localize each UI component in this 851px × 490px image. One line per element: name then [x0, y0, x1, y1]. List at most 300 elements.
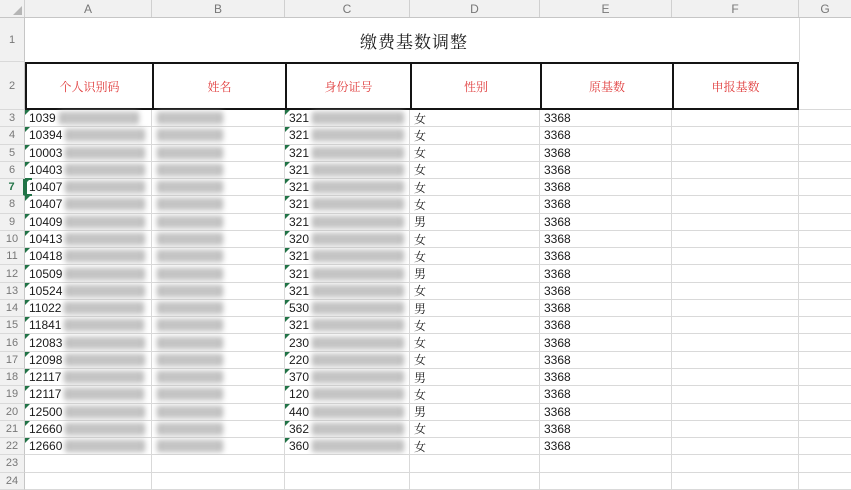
header-cell-personal-id[interactable]: 个人识别码 — [25, 62, 152, 110]
cell-name[interactable] — [152, 438, 285, 455]
redaction-blur — [157, 337, 223, 349]
cell-name[interactable] — [152, 300, 285, 317]
cell-empty[interactable] — [799, 473, 851, 490]
cell-extra[interactable] — [799, 283, 851, 300]
table-row — [0, 179, 851, 196]
id-card-prefix: 321 — [289, 162, 310, 177]
cell-personal-id[interactable] — [25, 334, 152, 351]
cell-empty[interactable] — [25, 455, 152, 472]
cell-personal-id[interactable] — [25, 162, 152, 179]
cell-declared-base[interactable] — [672, 352, 799, 369]
error-indicator-icon — [285, 283, 290, 288]
row-header-10[interactable]: 10 — [0, 231, 25, 248]
redaction-blur — [312, 406, 404, 418]
cell-extra[interactable] — [799, 248, 851, 265]
error-indicator-icon — [25, 421, 30, 426]
error-indicator-icon — [285, 265, 290, 270]
personal-id-prefix: 10418 — [29, 249, 63, 264]
header-cell-original-base[interactable]: 原基数 — [540, 62, 672, 110]
row-header-1[interactable]: 1 — [0, 18, 25, 62]
redaction-blur — [157, 285, 223, 297]
error-indicator-icon — [25, 214, 30, 219]
cell-gender[interactable]: 男 — [410, 265, 540, 282]
cell-empty[interactable] — [285, 473, 410, 490]
cell-declared-base[interactable] — [672, 421, 799, 438]
row-header-17[interactable]: 17 — [0, 352, 25, 369]
table-row — [0, 145, 851, 162]
cell-name[interactable] — [152, 179, 285, 196]
redaction-blur — [157, 423, 223, 435]
error-indicator-icon — [285, 369, 290, 374]
error-indicator-icon — [25, 179, 30, 184]
cell-gender[interactable]: 女 — [410, 352, 540, 369]
cell-name[interactable] — [152, 110, 285, 127]
cell-declared-base[interactable] — [672, 214, 799, 231]
cell-gender[interactable]: 男 — [410, 300, 540, 317]
cell-declared-base[interactable] — [672, 369, 799, 386]
redaction-blur — [312, 388, 404, 400]
cell-personal-id[interactable] — [25, 110, 152, 127]
redaction-blur — [312, 198, 404, 210]
cell-name[interactable] — [152, 196, 285, 213]
cell-personal-id[interactable] — [25, 127, 152, 144]
cell-id-card[interactable] — [285, 214, 410, 231]
redaction-blur — [157, 216, 223, 228]
row-header-12[interactable]: 12 — [0, 265, 25, 282]
table-row — [0, 162, 851, 179]
cell-extra[interactable] — [799, 317, 851, 334]
error-indicator-icon — [25, 231, 30, 236]
cell-original-base[interactable]: 3368 — [540, 145, 672, 162]
column-header-g[interactable]: G — [820, 1, 830, 16]
cell-empty[interactable] — [152, 473, 285, 490]
row-header-9[interactable]: 9 — [0, 214, 25, 231]
table-row — [0, 283, 851, 300]
cell-id-card[interactable] — [285, 196, 410, 213]
personal-id-prefix: 10509 — [29, 266, 63, 281]
id-card-prefix: 370 — [289, 370, 310, 385]
redaction-blur — [65, 440, 145, 452]
redaction-blur — [65, 354, 145, 366]
row-header-16[interactable]: 16 — [0, 334, 25, 351]
cell-id-card[interactable] — [285, 248, 410, 265]
table-row — [0, 438, 851, 455]
cell-personal-id[interactable] — [25, 386, 152, 403]
error-indicator-icon — [285, 438, 290, 443]
cell-declared-base[interactable] — [672, 127, 799, 144]
error-indicator-icon — [25, 352, 30, 357]
cell-personal-id[interactable] — [25, 283, 152, 300]
cell-personal-id[interactable] — [25, 145, 152, 162]
row-header-18[interactable]: 18 — [0, 369, 25, 386]
cell-name[interactable] — [152, 283, 285, 300]
cell-original-base[interactable]: 3368 — [540, 369, 672, 386]
row-header-6[interactable]: 6 — [0, 162, 25, 179]
personal-id-prefix: 12083 — [29, 335, 63, 350]
cell-id-card[interactable] — [285, 317, 410, 334]
cell-declared-base[interactable] — [672, 145, 799, 162]
cell-extra[interactable] — [799, 352, 851, 369]
cell-name[interactable] — [152, 421, 285, 438]
cell-original-base[interactable]: 3368 — [540, 214, 672, 231]
row-header-3[interactable]: 3 — [0, 110, 25, 127]
cell-id-card[interactable] — [285, 127, 410, 144]
cell-personal-id[interactable] — [25, 369, 152, 386]
cell-id-card[interactable] — [285, 404, 410, 421]
cell-id-card[interactable] — [285, 300, 410, 317]
row-header-5[interactable]: 5 — [0, 145, 25, 162]
id-card-prefix: 321 — [289, 214, 310, 229]
cell-empty[interactable] — [410, 455, 540, 472]
cell-extra[interactable] — [799, 404, 851, 421]
cell-name[interactable] — [152, 214, 285, 231]
cell-name[interactable] — [152, 352, 285, 369]
cell-declared-base[interactable] — [672, 300, 799, 317]
id-card-prefix: 530 — [289, 301, 310, 316]
error-indicator-icon — [285, 317, 290, 322]
redaction-blur — [157, 302, 223, 314]
cell-extra[interactable] — [799, 386, 851, 403]
header-cell-declared-base[interactable]: 申报基数 — [672, 62, 799, 110]
cell-personal-id[interactable] — [25, 231, 152, 248]
id-card-prefix: 360 — [289, 439, 310, 454]
personal-id-prefix: 10409 — [29, 214, 63, 229]
row-header-4[interactable]: 4 — [0, 127, 25, 144]
cell-extra[interactable] — [799, 196, 851, 213]
cell-original-base[interactable]: 3368 — [540, 179, 672, 196]
column-header-f[interactable]: F — [672, 0, 799, 17]
error-indicator-icon — [25, 110, 30, 115]
cell-empty[interactable] — [152, 455, 285, 472]
error-indicator-icon — [285, 196, 290, 201]
row-header-23[interactable]: 23 — [0, 455, 25, 472]
cell-gender[interactable]: 女 — [410, 196, 540, 213]
cell-personal-id[interactable] — [25, 404, 152, 421]
cell-declared-base[interactable] — [672, 231, 799, 248]
row-header-24[interactable]: 24 — [0, 473, 25, 490]
row-header-7[interactable]: 7 — [0, 179, 25, 196]
cell-original-base[interactable]: 3368 — [540, 162, 672, 179]
cell-extra[interactable] — [799, 334, 851, 351]
redaction-blur — [312, 112, 404, 124]
redaction-blur — [65, 268, 145, 280]
cell-name[interactable] — [152, 231, 285, 248]
error-indicator-icon — [285, 162, 290, 167]
error-indicator-icon — [25, 145, 30, 150]
cell-gender[interactable]: 女 — [410, 162, 540, 179]
cell-gender[interactable]: 女 — [410, 145, 540, 162]
header-cell-name[interactable]: 姓名 — [152, 62, 285, 110]
table-row — [0, 196, 851, 213]
cell-extra[interactable] — [799, 369, 851, 386]
cell-declared-base[interactable] — [672, 248, 799, 265]
cell-id-card[interactable] — [285, 110, 410, 127]
cell-original-base[interactable]: 3368 — [540, 300, 672, 317]
cell-extra[interactable] — [799, 110, 851, 127]
redaction-blur — [312, 440, 404, 452]
cell-name[interactable] — [152, 145, 285, 162]
row-header-20[interactable]: 20 — [0, 404, 25, 421]
cell-original-base[interactable]: 3368 — [540, 248, 672, 265]
cell-empty[interactable] — [540, 473, 672, 490]
cell-gender[interactable]: 女 — [410, 127, 540, 144]
cell-g1[interactable] — [799, 18, 851, 62]
redaction-blur — [157, 112, 223, 124]
cell-empty[interactable] — [285, 455, 410, 472]
cell-name[interactable] — [152, 317, 285, 334]
cell-original-base[interactable]: 3368 — [540, 283, 672, 300]
error-indicator-icon — [285, 214, 290, 219]
cell-empty[interactable] — [410, 473, 540, 490]
cell-original-base[interactable]: 3368 — [540, 127, 672, 144]
id-card-prefix: 362 — [289, 421, 310, 436]
cell-personal-id[interactable] — [25, 196, 152, 213]
cell-extra[interactable] — [799, 438, 851, 455]
cell-original-base[interactable]: 3368 — [540, 265, 672, 282]
id-card-prefix: 321 — [289, 197, 310, 212]
cell-declared-base[interactable] — [672, 196, 799, 213]
redaction-blur — [312, 285, 404, 297]
cell-gender[interactable]: 女 — [410, 231, 540, 248]
cell-id-card[interactable] — [285, 265, 410, 282]
cell-gender[interactable]: 女 — [410, 179, 540, 196]
cell-original-base[interactable]: 3368 — [540, 404, 672, 421]
redaction-blur — [65, 406, 145, 418]
row-header-13[interactable]: 13 — [0, 283, 25, 300]
error-indicator-icon — [285, 248, 290, 253]
error-indicator-icon — [25, 265, 30, 270]
cell-extra[interactable] — [799, 162, 851, 179]
redaction-blur — [64, 388, 144, 400]
cell-original-base[interactable]: 3368 — [540, 110, 672, 127]
error-indicator-icon — [25, 438, 30, 443]
cell-declared-base[interactable] — [672, 334, 799, 351]
cell-extra[interactable] — [799, 231, 851, 248]
error-indicator-icon — [285, 145, 290, 150]
redaction-blur — [312, 371, 404, 383]
cell-original-base[interactable]: 3368 — [540, 334, 672, 351]
cell-gender[interactable]: 女 — [410, 283, 540, 300]
personal-id-prefix: 11841 — [29, 318, 62, 333]
cell-original-base[interactable]: 3368 — [540, 386, 672, 403]
personal-id-prefix: 10407 — [29, 197, 63, 212]
table-row — [0, 110, 851, 127]
cell-extra[interactable] — [799, 127, 851, 144]
id-card-prefix: 230 — [289, 335, 310, 350]
personal-id-prefix: 10413 — [29, 231, 63, 246]
cell-personal-id[interactable] — [25, 300, 152, 317]
cell-name[interactable] — [152, 404, 285, 421]
cell-id-card[interactable] — [285, 369, 410, 386]
personal-id-prefix: 12660 — [29, 439, 63, 454]
select-all-icon — [13, 6, 22, 15]
personal-id-prefix: 12660 — [29, 421, 63, 436]
error-indicator-icon — [285, 404, 290, 409]
redaction-blur — [157, 406, 223, 418]
redaction-blur — [157, 129, 223, 141]
row-header-2[interactable]: 2 — [0, 62, 25, 110]
cell-declared-base[interactable] — [672, 162, 799, 179]
cell-gender[interactable]: 女 — [410, 386, 540, 403]
column-header-e[interactable]: E — [540, 0, 672, 17]
row-header-14[interactable]: 14 — [0, 300, 25, 317]
cell-id-card[interactable] — [285, 386, 410, 403]
cell-id-card[interactable] — [285, 334, 410, 351]
redaction-blur — [312, 302, 404, 314]
redaction-blur — [157, 371, 223, 383]
cell-id-card[interactable] — [285, 179, 410, 196]
cell-original-base[interactable]: 3368 — [540, 438, 672, 455]
error-indicator-icon — [285, 334, 290, 339]
redaction-blur — [312, 423, 404, 435]
id-card-prefix: 321 — [289, 318, 310, 333]
cell-personal-id[interactable] — [25, 438, 152, 455]
cell-original-base[interactable]: 3368 — [540, 421, 672, 438]
row-header-21[interactable]: 21 — [0, 421, 25, 438]
cell-original-base[interactable]: 3368 — [540, 352, 672, 369]
table-row — [0, 404, 851, 421]
cell-extra[interactable] — [799, 214, 851, 231]
cell-empty[interactable] — [540, 455, 672, 472]
header-cell-id-card[interactable]: 身份证号 — [285, 62, 410, 110]
cell-name[interactable] — [152, 334, 285, 351]
cell-g2[interactable] — [799, 62, 851, 110]
cell-extra[interactable] — [799, 265, 851, 282]
select-all-corner[interactable] — [0, 0, 25, 17]
cell-empty[interactable] — [25, 473, 152, 490]
table-row-empty — [0, 473, 851, 490]
cell-id-card[interactable] — [285, 438, 410, 455]
redaction-blur — [312, 129, 404, 141]
redaction-blur — [157, 198, 223, 210]
cell-name[interactable] — [152, 162, 285, 179]
redaction-blur — [65, 164, 145, 176]
error-indicator-icon — [285, 231, 290, 236]
cell-id-card[interactable] — [285, 283, 410, 300]
cell-extra[interactable] — [799, 300, 851, 317]
redaction-blur — [312, 250, 404, 262]
cell-declared-base[interactable] — [672, 110, 799, 127]
cell-personal-id[interactable] — [25, 179, 152, 196]
redaction-blur — [157, 164, 223, 176]
row-header-11[interactable]: 11 — [0, 248, 25, 265]
personal-id-prefix: 1039 — [29, 111, 56, 126]
table-row — [0, 231, 851, 248]
column-header-c[interactable]: C — [285, 0, 410, 17]
cell-personal-id[interactable] — [25, 352, 152, 369]
cell-name[interactable] — [152, 369, 285, 386]
error-indicator-icon — [25, 386, 30, 391]
cell-declared-base[interactable] — [672, 317, 799, 334]
cell-gender[interactable]: 女 — [410, 110, 540, 127]
redaction-blur — [65, 285, 145, 297]
cell-extra[interactable] — [799, 421, 851, 438]
cell-personal-id[interactable] — [25, 317, 152, 334]
redaction-blur — [312, 147, 404, 159]
cell-declared-base[interactable] — [672, 404, 799, 421]
redaction-blur — [65, 423, 145, 435]
column-header-b[interactable]: B — [152, 0, 285, 17]
redaction-blur — [312, 337, 404, 349]
cell-empty[interactable] — [672, 473, 799, 490]
cell-id-card[interactable] — [285, 145, 410, 162]
cell-id-card[interactable] — [285, 352, 410, 369]
personal-id-prefix: 10524 — [29, 283, 63, 298]
row-header-8[interactable]: 8 — [0, 196, 25, 213]
redaction-blur — [65, 129, 145, 141]
cell-declared-base[interactable] — [672, 438, 799, 455]
cell-empty[interactable] — [672, 455, 799, 472]
row-header-15[interactable]: 15 — [0, 317, 25, 334]
cell-extra[interactable] — [799, 145, 851, 162]
cell-id-card[interactable] — [285, 162, 410, 179]
table-row — [0, 300, 851, 317]
cell-declared-base[interactable] — [672, 265, 799, 282]
redaction-blur — [312, 164, 404, 176]
cell-gender[interactable]: 女 — [410, 334, 540, 351]
cell-gender[interactable]: 女 — [410, 421, 540, 438]
cell-personal-id[interactable] — [25, 248, 152, 265]
cell-name[interactable] — [152, 265, 285, 282]
cell-personal-id[interactable] — [25, 421, 152, 438]
column-header-d[interactable]: D — [410, 0, 540, 17]
error-indicator-icon — [285, 352, 290, 357]
cell-personal-id[interactable] — [25, 265, 152, 282]
cell-name[interactable] — [152, 127, 285, 144]
error-indicator-icon — [25, 283, 30, 288]
redaction-blur — [157, 440, 223, 452]
cell-gender[interactable]: 女 — [410, 317, 540, 334]
row-header-19[interactable]: 19 — [0, 386, 25, 403]
redaction-blur — [157, 354, 223, 366]
personal-id-prefix: 10407 — [29, 180, 63, 195]
redaction-blur — [157, 250, 223, 262]
title-row — [0, 18, 851, 62]
redaction-blur — [64, 371, 144, 383]
table-row — [0, 127, 851, 144]
cell-gender[interactable]: 男 — [410, 214, 540, 231]
redaction-blur — [312, 233, 404, 245]
column-header-strip — [0, 0, 851, 18]
cell-id-card[interactable] — [285, 421, 410, 438]
cell-gender[interactable]: 女 — [410, 248, 540, 265]
table-row-empty — [0, 455, 851, 472]
cell-original-base[interactable]: 3368 — [540, 231, 672, 248]
sheet-title-cell[interactable] — [25, 18, 799, 62]
cell-gender[interactable]: 男 — [410, 404, 540, 421]
redaction-blur — [312, 319, 404, 331]
header-cell-gender[interactable]: 性别 — [410, 62, 540, 110]
cell-name[interactable] — [152, 386, 285, 403]
cell-id-card[interactable] — [285, 231, 410, 248]
id-card-prefix: 321 — [289, 283, 310, 298]
cell-extra[interactable] — [799, 179, 851, 196]
cell-personal-id[interactable] — [25, 214, 152, 231]
id-card-prefix: 320 — [289, 231, 310, 246]
error-indicator-icon — [285, 127, 290, 132]
cell-declared-base[interactable] — [672, 179, 799, 196]
cell-original-base[interactable]: 3368 — [540, 196, 672, 213]
cell-empty[interactable] — [799, 455, 851, 472]
row-header-22[interactable]: 22 — [0, 438, 25, 455]
cell-gender[interactable]: 男 — [410, 369, 540, 386]
cell-gender[interactable]: 女 — [410, 438, 540, 455]
column-header-a[interactable]: A — [25, 0, 152, 17]
cell-declared-base[interactable] — [672, 386, 799, 403]
cell-original-base[interactable]: 3368 — [540, 317, 672, 334]
cell-declared-base[interactable] — [672, 283, 799, 300]
cell-name[interactable] — [152, 248, 285, 265]
